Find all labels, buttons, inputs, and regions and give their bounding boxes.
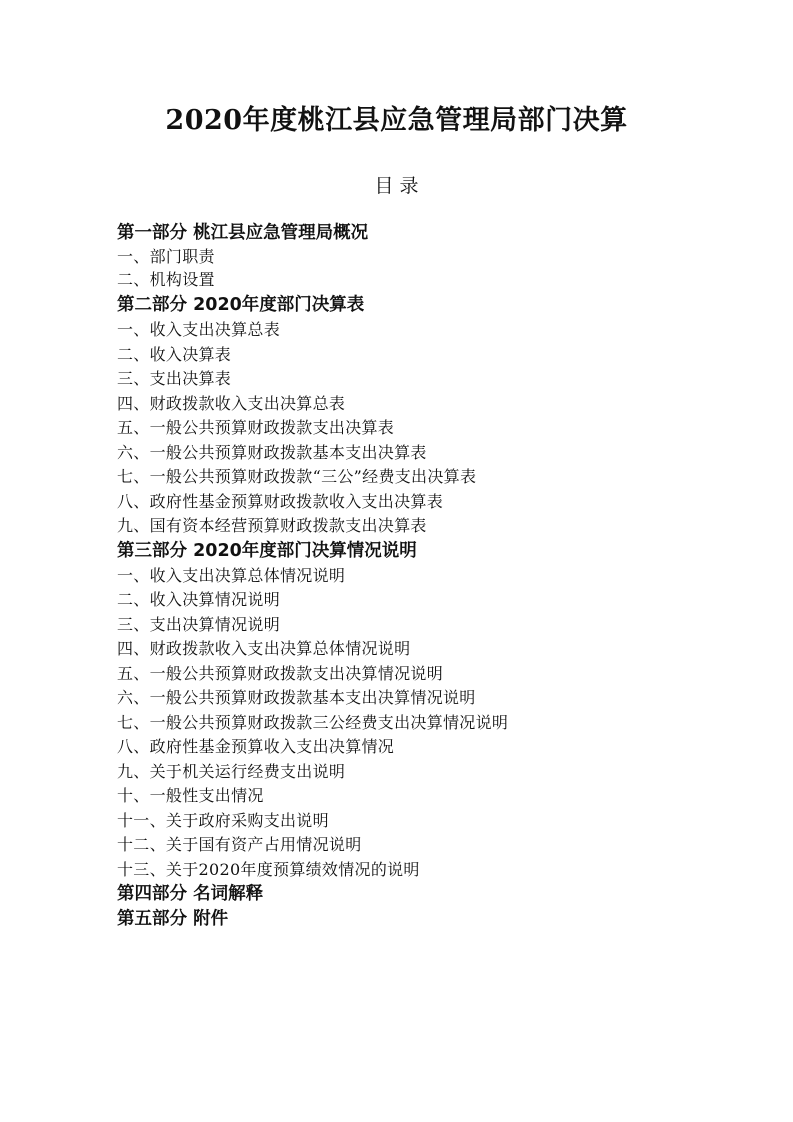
toc-item: 五、一般公共预算财政拨款支出决算表 bbox=[117, 418, 395, 437]
toc-item: 十二、关于国有资产占用情况说明 bbox=[117, 835, 362, 854]
toc-item: 四、财政拨款收入支出决算总体情况说明 bbox=[117, 639, 411, 658]
toc-item: 四、财政拨款收入支出决算总表 bbox=[117, 393, 346, 413]
section-heading-part-5: 第五部分 附件 bbox=[117, 909, 229, 929]
toc-item: 六、一般公共预算财政拨款基本支出决算表 bbox=[117, 442, 427, 462]
toc-item: 十三、关于2020年度预算绩效情况的说明 bbox=[117, 859, 420, 879]
table-of-contents bbox=[117, 221, 757, 932]
document-title: 2020年度桃江县应急管理局部门决算 bbox=[165, 105, 628, 136]
toc-item: 七、一般公共预算财政拨款“三公”经费支出决算表 bbox=[117, 467, 477, 486]
toc-item: 二、收入决算表 bbox=[117, 344, 232, 364]
toc-item: 十一、关于政府采购支出说明 bbox=[117, 810, 329, 830]
toc-item: 八、政府性基金预算收入支出决算情况 bbox=[117, 737, 395, 756]
toc-item: 十、一般性支出情况 bbox=[117, 786, 264, 805]
toc-item: 一、收入支出决算总表 bbox=[117, 320, 281, 339]
toc-item: 七、一般公共预算财政拨款三公经费支出决算情况说明 bbox=[117, 712, 509, 732]
section-heading-part-4: 第四部分 名词解释 bbox=[117, 884, 264, 904]
section-heading-part-3: 第三部分 2020年度部门决算情况说明 bbox=[117, 540, 417, 561]
toc-item: 八、政府性基金预算财政拨款收入支出决算表 bbox=[117, 491, 444, 511]
toc-item: 九、国有资本经营预算财政拨款支出决算表 bbox=[117, 516, 427, 535]
toc-item: 九、关于机关运行经费支出说明 bbox=[117, 761, 346, 781]
toc-item: 五、一般公共预算财政拨款支出决算情况说明 bbox=[117, 663, 444, 683]
toc-item: 三、支出决算情况说明 bbox=[117, 614, 281, 634]
toc-item: 三、支出决算表 bbox=[117, 369, 232, 388]
toc-item: 一、部门职责 bbox=[117, 247, 215, 266]
section-heading-part-2: 第二部分 2020年度部门决算表 bbox=[117, 295, 365, 315]
toc-heading: 目 录 bbox=[374, 175, 419, 197]
toc-item: 六、一般公共预算财政拨款基本支出决算情况说明 bbox=[117, 688, 476, 707]
toc-item: 二、机构设置 bbox=[117, 269, 215, 289]
section-heading-part-1: 第一部分 桃江县应急管理局概况 bbox=[117, 223, 369, 243]
toc-item: 二、收入决算情况说明 bbox=[117, 590, 281, 609]
toc-item: 一、收入支出决算总体情况说明 bbox=[117, 565, 346, 585]
